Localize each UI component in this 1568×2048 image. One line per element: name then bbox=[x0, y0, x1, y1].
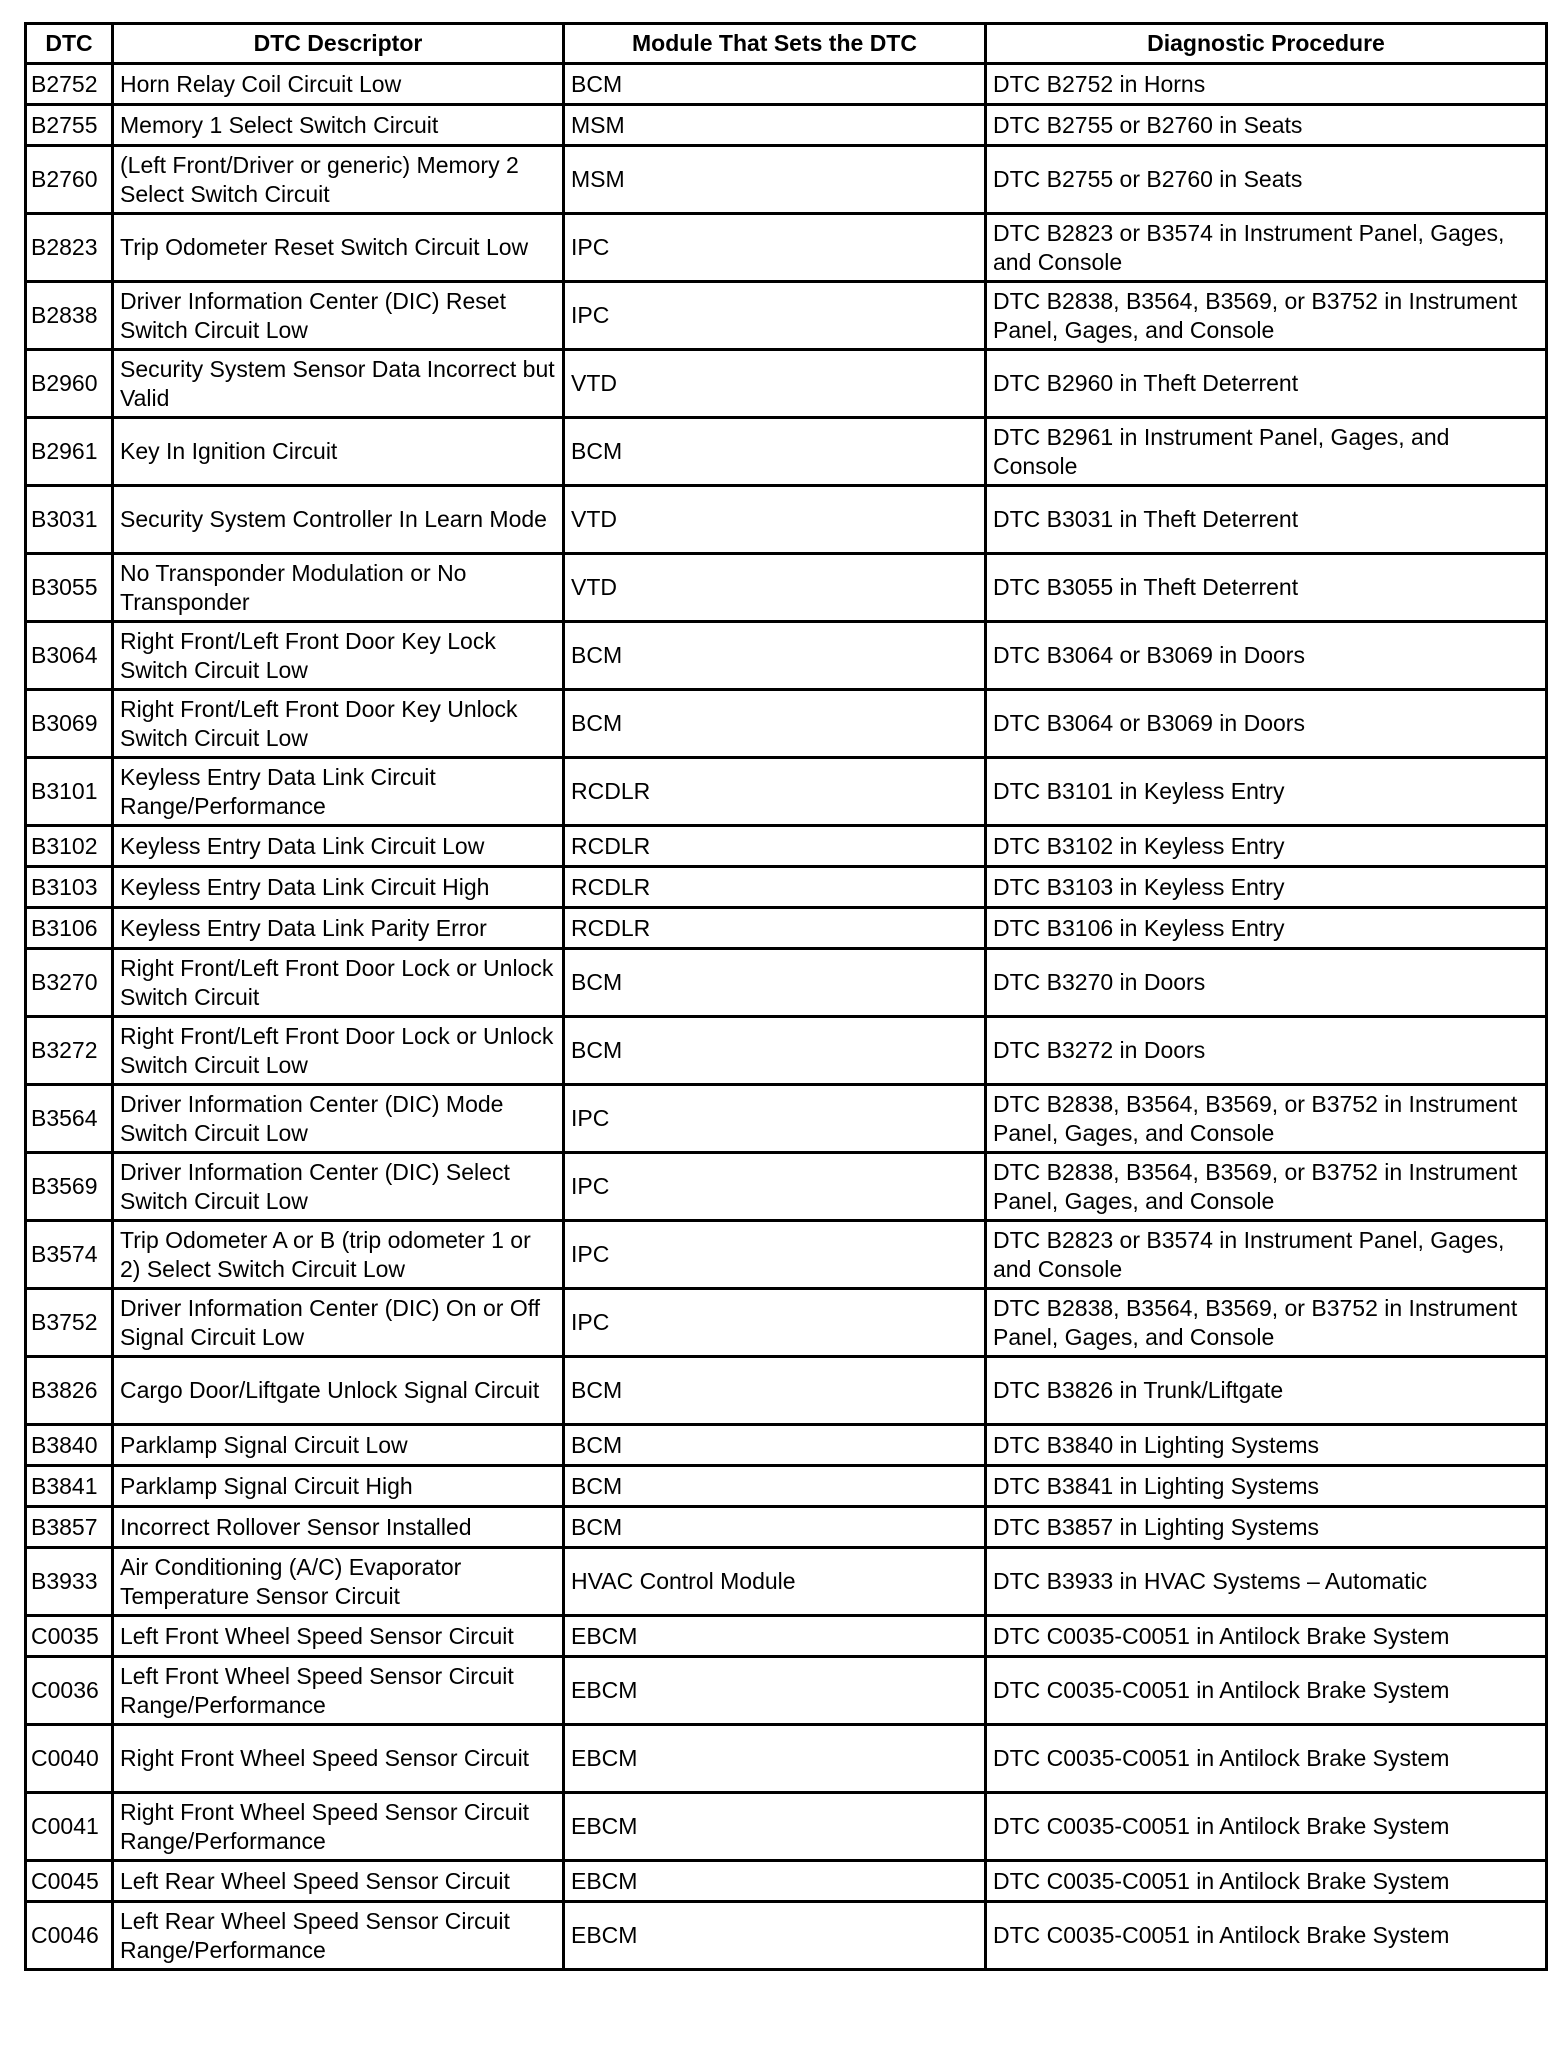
cell-descriptor: Keyless Entry Data Link Circuit High bbox=[113, 867, 564, 908]
cell-dtc: B2961 bbox=[26, 418, 113, 486]
cell-dtc: B3857 bbox=[26, 1507, 113, 1548]
cell-module: BCM bbox=[564, 1357, 986, 1425]
cell-module: EBCM bbox=[564, 1616, 986, 1657]
cell-dtc: C0036 bbox=[26, 1657, 113, 1725]
header-procedure: Diagnostic Procedure bbox=[986, 24, 1547, 64]
table-row bbox=[26, 1289, 1547, 1357]
cell-descriptor: No Transponder Modulation or No Transponder bbox=[113, 554, 564, 622]
cell-dtc: B2823 bbox=[26, 214, 113, 282]
cell-procedure: DTC B3064 or B3069 in Doors bbox=[986, 690, 1547, 758]
header-descriptor: DTC Descriptor bbox=[113, 24, 564, 64]
table-row bbox=[26, 622, 1547, 690]
cell-procedure: DTC B2838, B3564, B3569, or B3752 in Instrument Panel, Gages, and Console bbox=[986, 282, 1547, 350]
cell-module: IPC bbox=[564, 214, 986, 282]
cell-descriptor: Horn Relay Coil Circuit Low bbox=[113, 64, 564, 105]
cell-dtc: B2838 bbox=[26, 282, 113, 350]
cell-dtc: B3826 bbox=[26, 1357, 113, 1425]
table-row bbox=[26, 690, 1547, 758]
dtc-table bbox=[24, 22, 1548, 1971]
cell-descriptor: Driver Information Center (DIC) On or Off Signal Circuit Low bbox=[113, 1289, 564, 1357]
cell-procedure: DTC B2755 or B2760 in Seats bbox=[986, 146, 1547, 214]
cell-module: HVAC Control Module bbox=[564, 1548, 986, 1616]
table-row bbox=[26, 949, 1547, 1017]
cell-descriptor: Key In Ignition Circuit bbox=[113, 418, 564, 486]
table-row bbox=[26, 826, 1547, 867]
table-row bbox=[26, 486, 1547, 554]
cell-procedure: DTC B3857 in Lighting Systems bbox=[986, 1507, 1547, 1548]
cell-descriptor: Right Front/Left Front Door Lock or Unlock Switch Circuit bbox=[113, 949, 564, 1017]
cell-module: BCM bbox=[564, 1466, 986, 1507]
cell-descriptor: (Left Front/Driver or generic) Memory 2 Select Switch Circuit bbox=[113, 146, 564, 214]
cell-module: EBCM bbox=[564, 1725, 986, 1793]
table-row bbox=[26, 1221, 1547, 1289]
cell-descriptor: Driver Information Center (DIC) Select Switch Circuit Low bbox=[113, 1153, 564, 1221]
cell-descriptor: Keyless Entry Data Link Parity Error bbox=[113, 908, 564, 949]
table-row bbox=[26, 1861, 1547, 1902]
cell-dtc: C0040 bbox=[26, 1725, 113, 1793]
cell-procedure: DTC B2755 or B2760 in Seats bbox=[986, 105, 1547, 146]
cell-descriptor: Security System Sensor Data Incorrect but Valid bbox=[113, 350, 564, 418]
cell-procedure: DTC C0035-C0051 in Antilock Brake System bbox=[986, 1657, 1547, 1725]
cell-procedure: DTC B2960 in Theft Deterrent bbox=[986, 350, 1547, 418]
cell-module: VTD bbox=[564, 554, 986, 622]
cell-dtc: B3101 bbox=[26, 758, 113, 826]
cell-descriptor: Cargo Door/Liftgate Unlock Signal Circuit bbox=[113, 1357, 564, 1425]
table-row bbox=[26, 1507, 1547, 1548]
table-row bbox=[26, 1466, 1547, 1507]
cell-module: EBCM bbox=[564, 1657, 986, 1725]
cell-module: IPC bbox=[564, 282, 986, 350]
cell-descriptor: Right Front/Left Front Door Key Unlock Switch Circuit Low bbox=[113, 690, 564, 758]
cell-procedure: DTC B3031 in Theft Deterrent bbox=[986, 486, 1547, 554]
cell-procedure: DTC B3272 in Doors bbox=[986, 1017, 1547, 1085]
table-header bbox=[26, 24, 1547, 64]
cell-dtc: B3106 bbox=[26, 908, 113, 949]
cell-procedure: DTC C0035-C0051 in Antilock Brake System bbox=[986, 1616, 1547, 1657]
table-row bbox=[26, 64, 1547, 105]
table-row bbox=[26, 758, 1547, 826]
cell-descriptor: Left Rear Wheel Speed Sensor Circuit Range/Performance bbox=[113, 1902, 564, 1970]
cell-module: IPC bbox=[564, 1289, 986, 1357]
cell-descriptor: Keyless Entry Data Link Circuit Low bbox=[113, 826, 564, 867]
cell-procedure: DTC B3106 in Keyless Entry bbox=[986, 908, 1547, 949]
table-row bbox=[26, 867, 1547, 908]
cell-module: VTD bbox=[564, 350, 986, 418]
table-row bbox=[26, 350, 1547, 418]
cell-procedure: DTC B3841 in Lighting Systems bbox=[986, 1466, 1547, 1507]
cell-procedure: DTC C0035-C0051 in Antilock Brake System bbox=[986, 1793, 1547, 1861]
cell-descriptor: Parklamp Signal Circuit Low bbox=[113, 1425, 564, 1466]
cell-dtc: B3752 bbox=[26, 1289, 113, 1357]
cell-descriptor: Left Rear Wheel Speed Sensor Circuit bbox=[113, 1861, 564, 1902]
cell-dtc: B2755 bbox=[26, 105, 113, 146]
cell-dtc: B3064 bbox=[26, 622, 113, 690]
cell-procedure: DTC B3270 in Doors bbox=[986, 949, 1547, 1017]
cell-module: IPC bbox=[564, 1153, 986, 1221]
table-row bbox=[26, 105, 1547, 146]
cell-dtc: B2960 bbox=[26, 350, 113, 418]
cell-module: BCM bbox=[564, 64, 986, 105]
cell-dtc: C0041 bbox=[26, 1793, 113, 1861]
cell-dtc: C0045 bbox=[26, 1861, 113, 1902]
cell-procedure: DTC C0035-C0051 in Antilock Brake System bbox=[986, 1725, 1547, 1793]
cell-descriptor: Driver Information Center (DIC) Reset Switch Circuit Low bbox=[113, 282, 564, 350]
cell-descriptor: Left Front Wheel Speed Sensor Circuit bbox=[113, 1616, 564, 1657]
cell-module: BCM bbox=[564, 949, 986, 1017]
cell-dtc: B3270 bbox=[26, 949, 113, 1017]
cell-descriptor: Security System Controller In Learn Mode bbox=[113, 486, 564, 554]
cell-module: MSM bbox=[564, 146, 986, 214]
cell-descriptor: Right Front/Left Front Door Key Lock Switch Circuit Low bbox=[113, 622, 564, 690]
cell-procedure: DTC C0035-C0051 in Antilock Brake System bbox=[986, 1902, 1547, 1970]
table-row bbox=[26, 1793, 1547, 1861]
cell-procedure: DTC B3840 in Lighting Systems bbox=[986, 1425, 1547, 1466]
table-row bbox=[26, 1085, 1547, 1153]
header-dtc: DTC bbox=[26, 24, 113, 64]
cell-dtc: B3055 bbox=[26, 554, 113, 622]
table-row bbox=[26, 1548, 1547, 1616]
cell-module: EBCM bbox=[564, 1793, 986, 1861]
table-row bbox=[26, 1153, 1547, 1221]
table-row bbox=[26, 1902, 1547, 1970]
table-row bbox=[26, 418, 1547, 486]
cell-procedure: DTC B2823 or B3574 in Instrument Panel, Gages, and Console bbox=[986, 214, 1547, 282]
cell-module: MSM bbox=[564, 105, 986, 146]
cell-module: BCM bbox=[564, 622, 986, 690]
cell-descriptor: Right Front Wheel Speed Sensor Circuit Range/Performance bbox=[113, 1793, 564, 1861]
table-row bbox=[26, 214, 1547, 282]
cell-module: BCM bbox=[564, 1507, 986, 1548]
cell-dtc: B2752 bbox=[26, 64, 113, 105]
cell-procedure: DTC B2961 in Instrument Panel, Gages, and Console bbox=[986, 418, 1547, 486]
table-row bbox=[26, 282, 1547, 350]
cell-procedure: DTC B2823 or B3574 in Instrument Panel, Gages, and Console bbox=[986, 1221, 1547, 1289]
cell-module: EBCM bbox=[564, 1902, 986, 1970]
cell-dtc: B2760 bbox=[26, 146, 113, 214]
cell-dtc: B3564 bbox=[26, 1085, 113, 1153]
cell-descriptor: Parklamp Signal Circuit High bbox=[113, 1466, 564, 1507]
cell-procedure: DTC B3055 in Theft Deterrent bbox=[986, 554, 1547, 622]
table-row bbox=[26, 908, 1547, 949]
cell-module: RCDLR bbox=[564, 908, 986, 949]
table-row bbox=[26, 1657, 1547, 1725]
cell-procedure: DTC B3102 in Keyless Entry bbox=[986, 826, 1547, 867]
cell-procedure: DTC B2838, B3564, B3569, or B3752 in Instrument Panel, Gages, and Console bbox=[986, 1153, 1547, 1221]
header-row bbox=[26, 24, 1547, 64]
cell-module: BCM bbox=[564, 418, 986, 486]
cell-module: BCM bbox=[564, 1425, 986, 1466]
cell-descriptor: Incorrect Rollover Sensor Installed bbox=[113, 1507, 564, 1548]
cell-procedure: DTC B2752 in Horns bbox=[986, 64, 1547, 105]
table-row bbox=[26, 1616, 1547, 1657]
cell-dtc: B3933 bbox=[26, 1548, 113, 1616]
cell-descriptor: Driver Information Center (DIC) Mode Switch Circuit Low bbox=[113, 1085, 564, 1153]
cell-dtc: B3103 bbox=[26, 867, 113, 908]
cell-module: RCDLR bbox=[564, 758, 986, 826]
cell-module: RCDLR bbox=[564, 867, 986, 908]
table-row bbox=[26, 146, 1547, 214]
cell-dtc: B3272 bbox=[26, 1017, 113, 1085]
cell-descriptor: Right Front Wheel Speed Sensor Circuit bbox=[113, 1725, 564, 1793]
cell-module: BCM bbox=[564, 690, 986, 758]
cell-dtc: B3840 bbox=[26, 1425, 113, 1466]
cell-descriptor: Left Front Wheel Speed Sensor Circuit Range/Performance bbox=[113, 1657, 564, 1725]
table-row bbox=[26, 1725, 1547, 1793]
cell-procedure: DTC B2838, B3564, B3569, or B3752 in Instrument Panel, Gages, and Console bbox=[986, 1085, 1547, 1153]
cell-procedure: DTC B3103 in Keyless Entry bbox=[986, 867, 1547, 908]
cell-procedure: DTC C0035-C0051 in Antilock Brake System bbox=[986, 1861, 1547, 1902]
cell-dtc: B3569 bbox=[26, 1153, 113, 1221]
cell-descriptor: Trip Odometer Reset Switch Circuit Low bbox=[113, 214, 564, 282]
header-module: Module That Sets the DTC bbox=[564, 24, 986, 64]
cell-dtc: B3102 bbox=[26, 826, 113, 867]
cell-procedure: DTC B3064 or B3069 in Doors bbox=[986, 622, 1547, 690]
cell-procedure: DTC B3826 in Trunk/Liftgate bbox=[986, 1357, 1547, 1425]
cell-module: IPC bbox=[564, 1085, 986, 1153]
cell-descriptor: Keyless Entry Data Link Circuit Range/Performance bbox=[113, 758, 564, 826]
cell-dtc: B3574 bbox=[26, 1221, 113, 1289]
cell-procedure: DTC B3933 in HVAC Systems – Automatic bbox=[986, 1548, 1547, 1616]
table-row bbox=[26, 1017, 1547, 1085]
cell-procedure: DTC B2838, B3564, B3569, or B3752 in Instrument Panel, Gages, and Console bbox=[986, 1289, 1547, 1357]
table-row bbox=[26, 1425, 1547, 1466]
cell-procedure: DTC B3101 in Keyless Entry bbox=[986, 758, 1547, 826]
cell-descriptor: Air Conditioning (A/C) Evaporator Temperature Sensor Circuit bbox=[113, 1548, 564, 1616]
cell-descriptor: Memory 1 Select Switch Circuit bbox=[113, 105, 564, 146]
cell-dtc: B3841 bbox=[26, 1466, 113, 1507]
table-body bbox=[26, 64, 1547, 1970]
cell-dtc: B3031 bbox=[26, 486, 113, 554]
table-row bbox=[26, 554, 1547, 622]
cell-dtc: C0035 bbox=[26, 1616, 113, 1657]
cell-module: EBCM bbox=[564, 1861, 986, 1902]
cell-module: BCM bbox=[564, 1017, 986, 1085]
cell-dtc: B3069 bbox=[26, 690, 113, 758]
cell-module: RCDLR bbox=[564, 826, 986, 867]
cell-module: VTD bbox=[564, 486, 986, 554]
cell-descriptor: Right Front/Left Front Door Lock or Unlock Switch Circuit Low bbox=[113, 1017, 564, 1085]
cell-module: IPC bbox=[564, 1221, 986, 1289]
cell-descriptor: Trip Odometer A or B (trip odometer 1 or 2) Select Switch Circuit Low bbox=[113, 1221, 564, 1289]
table-row bbox=[26, 1357, 1547, 1425]
cell-dtc: C0046 bbox=[26, 1902, 113, 1970]
